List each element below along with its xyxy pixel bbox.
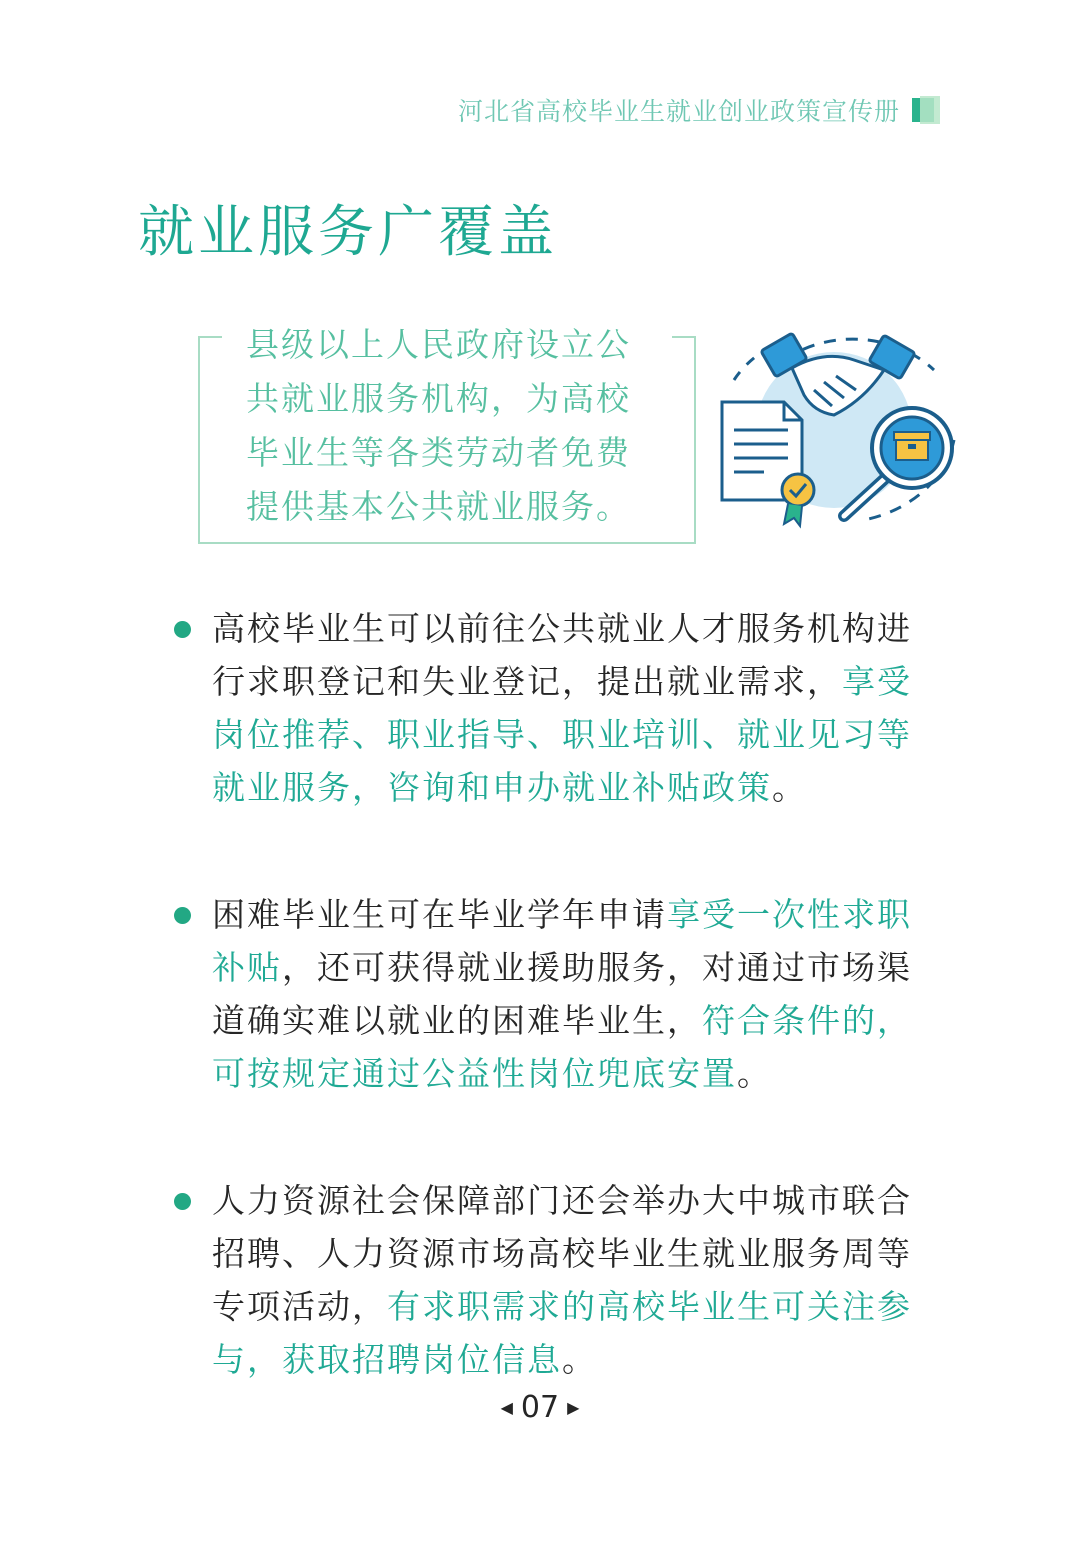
pager: [0, 1390, 1080, 1425]
bullet-text: 高校毕业生可以前往公共就业人才服务机构进行求职登记和失业登记，提出就业需求，享受岗位推荐、职业指导、职业培训、就业见习等就业服务，咨询和申办就业补贴政策。: [212, 609, 912, 807]
page-number: 07: [520, 1390, 560, 1425]
handshake-document-magnifier-illustration: [714, 320, 966, 530]
intro-text: 县级以上人民政府设立公共就业服务机构，为高校毕业生等各类劳动者免费提供基本公共就业服务。: [246, 325, 631, 526]
triangle-left-icon[interactable]: ◀: [500, 1398, 513, 1417]
bullet-text: 人力资源社会保障部门还会举办大中城市联合招聘、人力资源市场高校毕业生就业服务周等专项活动，有求职需求的高校毕业生可关注参与，获取招聘岗位信息。: [212, 1181, 912, 1379]
bullet-item: [170, 1174, 942, 1386]
triangle-right-icon[interactable]: ▶: [567, 1398, 580, 1417]
bullet-list: [170, 602, 942, 1460]
bullet-text: 困难毕业生可在毕业学年申请享受一次性求职补贴，还可获得就业援助服务，对通过市场渠道确实难以就业的困难毕业生，符合条件的，可按规定通过公益性岗位兜底安置。: [212, 895, 912, 1093]
bullet-dot-icon: [174, 907, 191, 924]
intro-box: [198, 325, 696, 544]
bullet-item: [170, 602, 942, 814]
bullet-item: [170, 888, 942, 1100]
bullet-dot-icon: [174, 621, 191, 638]
bullet-dot-icon: [174, 1193, 191, 1210]
green-squares-icon: [912, 96, 940, 124]
header-title: 河北省高校毕业生就业创业政策宣传册: [457, 97, 900, 126]
header: [458, 92, 940, 128]
page-title: 就业服务广覆盖: [138, 200, 558, 265]
